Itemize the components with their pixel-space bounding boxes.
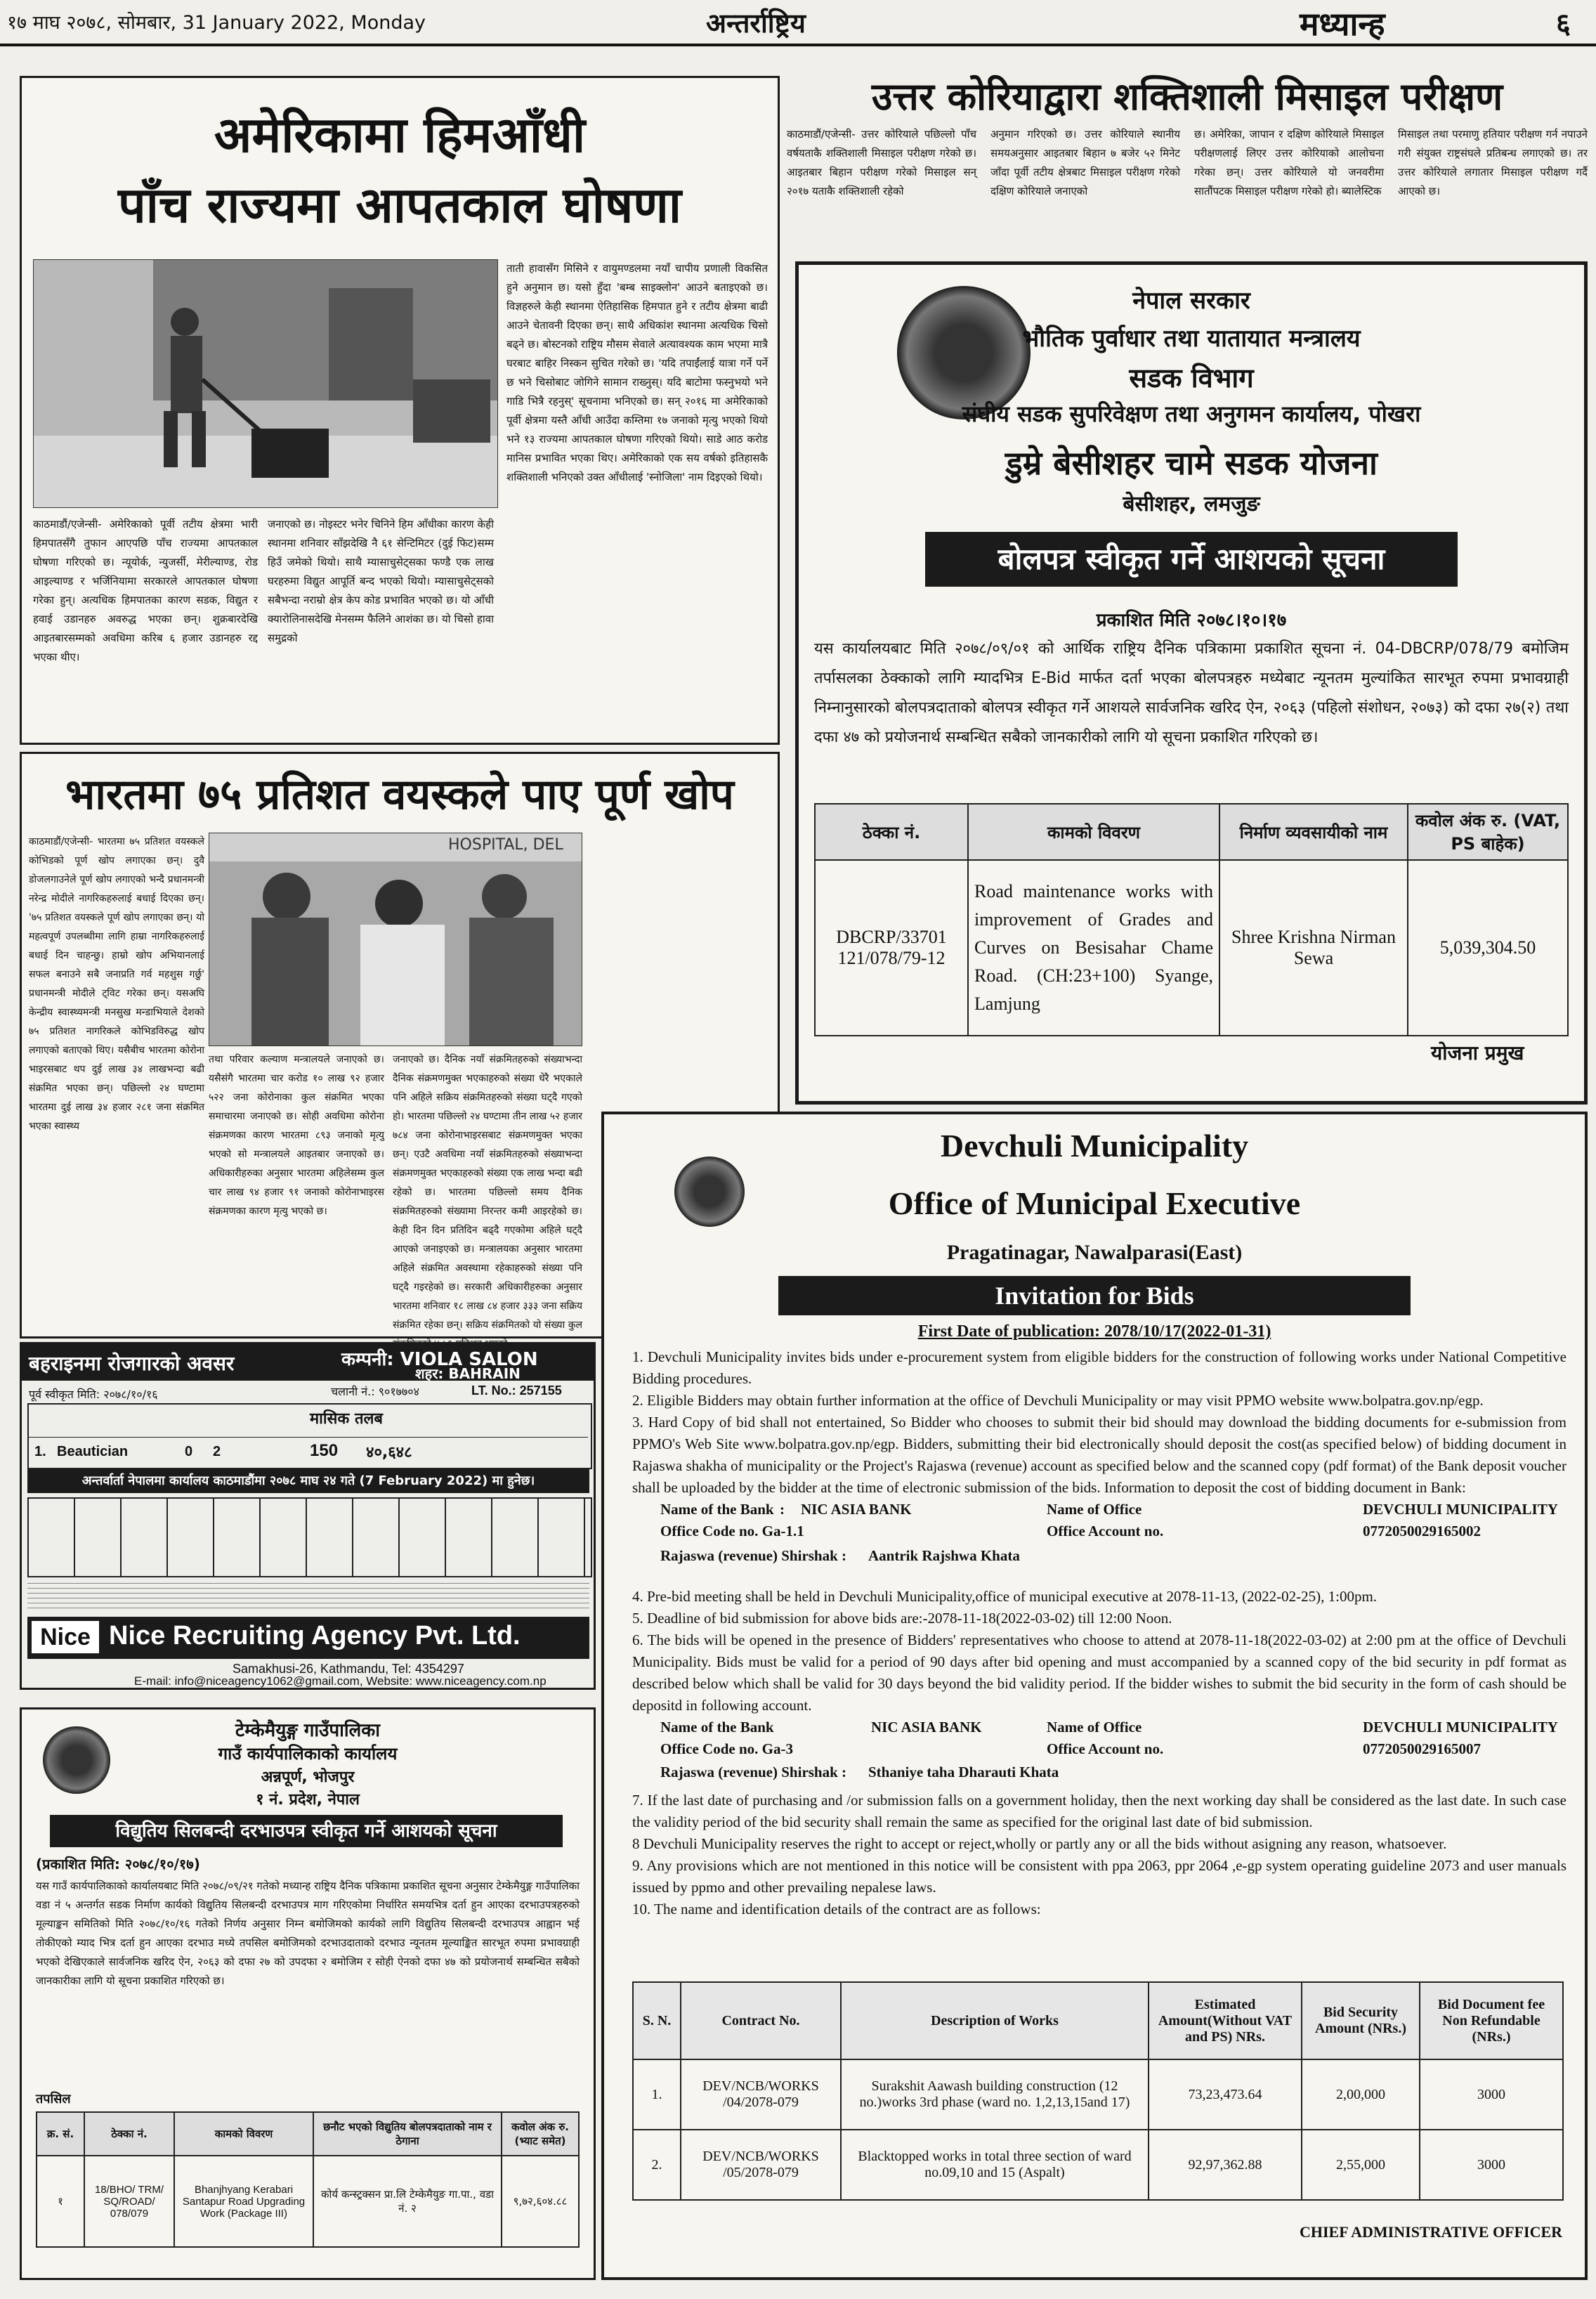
story1-headline-1: अमेरिकामा हिमआँधी [214,106,586,164]
devchuli-first-pub: First Date of publication: 2078/10/17(2022-01-31) [917,1322,1271,1341]
story-north-korea [787,65,1588,247]
tempmaiyum-tapsil: तपसिल [36,2092,71,2106]
bank2-name-label: Name of the Bank [660,1719,774,1735]
td-sn: 2. [633,2130,681,2200]
devchuli-item-1: 1. Devchuli Municipality invites bids under e-procurement system from eligible bidders for the construction of following works under National Competitive Bidding procedures. [632,1348,1566,1387]
hospital-sign-text: HOSPITAL, DEL [448,836,563,854]
snow-blower-photo [33,259,498,508]
bank2-rajaswa: Sthaniye taha Dharauti Khata [868,1764,1059,1780]
th-bidder: छनौट भएको विद्युतिय बोलपत्रदाताको नाम र ठेगाना [313,2112,502,2156]
bank2-account: 0772050029165007 [1363,1740,1481,1757]
agency-name: Nice Recruiting Agency Pvt. Ltd. [109,1621,521,1650]
devchuli-items-block [632,1346,1566,1920]
th-sn: S. N. [633,1982,681,2059]
story3-column-3: छ। अमेरिका, जापान र दक्षिण कोरियाले मिसाइल परीक्षणलाई लिएर उत्तर कोरियाको आलोचना गरेका छन्। उत्तर कोरियाले यो जनवरीमा सातौंपटक मिसाइल परीक्षण गरेको हो। ब्यालेस्टिक [1194,128,1384,197]
td-contract-no: DEV/NCB/WORKS /04/2078-079 [681,2059,841,2130]
story1-column-right: ताती हावासँग मिसिने र वायुमण्डलमा नयाँ चापीय प्रणाली विकसित हुने अनुमान छ। यसो हुँदा 'बम्ब साइक्लोन' आउने बताइएको छ। विज्ञहरुले केही स्थानमा ऐतिहासिक हिमपात हुने र तटीय क्षेत्रमा बाढी आउने चेतावनी दिएका छन्। साथै अधिकांश स्थानमा अत्यधिक चिसो बढ्ने छ। बोस्टनको राष्ट्रिय मौसम सेवाले अत्यावश्यक काम भएमा मात्रै घरबाट बाहिर निस्कन सुचित गरेको छ। 'यदि तपाईंलाई यात्रा गर्ने पर्ने छ भने चिसोबाट जोगिने सामान राख्नुस्। यदि बाटोमा फस्नुभयो भने गाडि भित्रै रहनुस्' सूचनामा भनिएको छ। सन् २०१६ मा अमेरिकाको पूर्वी क्षेत्रमा यस्तै आँधी आउँदा कम्तिमा १७ जनाको मृत्यु भएको थियो भने १३ राज्यमा आपतकाल घोषणा गरिएको थियो। साडे आठ करोड मानिस प्रभावित भएका थिए। अमेरिकाको एक सय वर्षको इतिहासकै शक्तिशाली भनिएको उक्त आँधीलाई 'स्नोजिला' नाम दिइएको थियो। [506,262,768,483]
td-doc-fee: 3000 [1420,2130,1563,2200]
masthead-logo: मध्यान्ह [1300,5,1385,43]
header-date: १७ माघ २०७८, सोमबार, 31 January 2022, Monday [7,12,426,34]
tempmaiyum-body: यस गाउँ कार्यपालिकाको कार्यालयबाट मिति २०७८/०९/२१ गतेको मध्यान्ह राष्ट्रिय दैनिक पत्रिकामा प्रकाशित सूचना अनुसार टेम्केमैयुङ्ग गाउँपालिका वडा नं ५ अन्तर्गत सडक निर्माण कार्यको विद्युतिय सिलबन्दी दरभाउपत्र माग गरिएकोमा निर्धारित समयभित्र दर्ता हुन आएका दरभाउपत्रहरुको मूल्याङ्कन समितिको मिति २०७८/१०/१६ गतेको निर्णय अनुसार निम्न बमोजिमको कार्यको लागि विद्युतिय सिलबन्दी दरभाउपत्र आह्वान भई तोकीएको म्याद भित्र दर्ता हुन आएका दरभाउ मध्ये तपसिल बमोजिमको दरभाउदाताको दरभाउ न्यूनतम मूल्याङ्कित सारभूत रुपमा प्रभावग्राही भएको देखिएकाले सार्वजनिक खरिद ऐन, २०६३ को दफा २७ को उपदफा २ बमोजिम र सोही ऐनको दफा ४७ को प्रयोजनार्थ सम्बन्धित सबैको जानकारीका लागि यो सूचना प्रकाशित गरिएको छ। [36,1880,580,1987]
bank1-office-name: DEVCHULI MUNICIPALITY [1363,1501,1558,1518]
td-estimate: 73,23,473.64 [1149,2059,1302,2130]
bank1-name-label: Name of the Bank [660,1501,774,1518]
recruit-approval: पूर्व स्वीकृत मिति: २०७८/१०/१६ [29,1388,158,1401]
th-doc-fee: Bid Document fee Non Refundable (NRs.) [1420,1982,1563,2059]
th-description: कामको विवरण [968,804,1219,860]
story1-headline-2: पाँच राज्यमा आपतकाल घोषणा [117,176,682,234]
story3-headline: उत्तर कोरियाद्वारा शक्तिशाली मिसाइल परीक्षण [871,74,1503,119]
road-notice [795,261,1588,1105]
devchuli-item-2: 2. Eligible Bidders may obtain further information at the office of Devchuli Municipality or may visit PPMO website www.bolpatra.gov.np/egp. [632,1392,1484,1409]
recruit-row-no: 1. [34,1444,46,1459]
tempmaiyum-banner-text: विद्युतिय सिलबन्दी दरभाउपत्र स्वीकृत गर्ने आशयको सूचना [115,1821,497,1842]
devchuli-banner-text: Invitation for Bids [995,1282,1194,1310]
bank1-office-code: Office Code no. Ga-1.1 [660,1523,804,1539]
recruit-male-count: 0 [185,1444,193,1459]
td-sn: 1. [633,2059,681,2130]
story3-column-4: मिसाइल तथा परमाणु हतियार परीक्षण गर्न नपाउने गरी संयुक्त राष्ट्रसंघले प्रतिबन्ध लगाएको छ। तर उत्तर कोरियाले लगातार मिसाइल परीक्षण गर्दै आएको छ। [1398,128,1588,197]
td-bid-amount: 5,039,304.50 [1408,860,1568,1036]
story2-column-left: काठमाडौं/एजेन्सी- भारतमा ७५ प्रतिशत वयस्कले कोभिडको पूर्ण खोप लगाएका छन्। दुवै डोजलगाउनेले पूर्ण खोप लगाएको भन्दै प्रधानमन्त्री नरेन्द्र मोदीले नागरिकहरुलाई बधाई दिएका छन्। '७५ प्रतिशत वयस्कले पूर्ण खोप लगाएका छन्। यो महत्वपूर्ण उपलब्धीमा लागि हाम्रा नागरिकहरुलाई बधाई दिन चाहन्छु। हाम्रो खोप अभियानलाई सफल बनाउने सबै जनाप्रति गर्व महशुस गर्छु' प्रधानमन्त्री मोदीले ट्विट गरेका छन्। यसअघि केन्द्रीय स्वास्थ्यमन्त्री मनसुख मन्डाभियाले देशको ७५ प्रतिशत नागरिकले कोभिडविरुद्ध खोप लगाएको बताएको थिए। यसैबीच भारतमा कोरोना भाइरसबाट थप दुई लाख ३४ लाखभन्दा बढी संक्रमित भएका छन्। पछिल्लो २४ घण्टामा भारतमा दुई लाख ३४ हजार २८१ जना संक्रमित भएका स्वास्थ्य [29,836,204,1132]
bank1-account-label: Office Account no. [1047,1523,1164,1539]
recruit-female-count: 2 [213,1444,221,1459]
story3-column-2: अनुमान गरिएको छ। उत्तर कोरियाले स्थानीय समयअनुसार आइतबार बिहान ७ बजेर ५२ मिनेट जाँदा पूर्वी तटीय क्षेत्रबाट मिसाइल परीक्षण गरेको दक्षिण कोरियाले जनाएको [990,128,1180,197]
td-security: 2,55,000 [1302,2130,1420,2200]
devchuli-contract-table [632,1981,1564,2201]
devchuli-item-9: 9. Any provisions which are not mentioned in this notice will be consistent with ppa 2063, ppr 2064 ,e-gp system operating guideline 2073 and user manuals issued by ppmo and other prevailing nepalese laws. [632,1857,1566,1896]
recruit-fine-print [27,1579,589,1613]
td-estimate: 92,97,362.88 [1149,2130,1302,2200]
bank1-account: 0772050029165002 [1363,1523,1481,1539]
recruit-grid-line [29,1437,588,1438]
devchuli-banner [778,1276,1411,1315]
td-contractor: Shree Krishna Nirman Sewa [1219,860,1408,1036]
road-line6: बेसीशहर, लमजुङ [1123,492,1260,516]
tempmaiyum-table [36,2111,580,2248]
road-pub-date: प्रकाशित मिति २०७८।१०।१७ [1096,610,1287,631]
devchuli-item-8: 8 Devchuli Municipality reserves the right to accept or reject,wholly or partly any or all the bids without asigning any reason, whatsoever. [632,1835,1447,1852]
devchuli-item-10: 10. The name and identification details of the contract are as follows: [632,1901,1041,1917]
th-security: Bid Security Amount (NRs.) [1302,1982,1420,2059]
td-description: Surakshit Aawash building construction (12 no.)works 3rd phase (ward no. 1,2,13,15and 17) [841,2059,1149,2130]
td-amount: ९,७२,६०४.८८ [502,2156,579,2247]
recruit-title: बहराइनमा रोजगारको अवसर [29,1352,235,1375]
recruit-interview: अन्तर्वार्ता नेपालमा कार्यालय काठमाडौंमा २०७८ माघ २४ गते (7 February 2022) मा हुनेछ। [81,1473,535,1488]
agency-address: Samakhusi-26, Kathmandu, Tel: 4354297 [233,1662,464,1676]
bank2-account-label: Office Account no. [1047,1740,1164,1757]
recruit-job-grid [27,1403,592,1469]
th-contractor: निर्माण व्यवसायीको नाम [1219,804,1408,860]
recruit-salary-bd: 150 [310,1441,339,1460]
th-work: कामको विवरण [174,2112,313,2156]
story1-column-left: काठमाडौं/एजेन्सी- अमेरिकाको पूर्वी तटीय क्षेत्रमा भारी हिमपातसँगै तुफान आएपछि पाँच राज्यमा आपतकाल घोषणा गरिएको छ। न्यूयोर्क, न्युजर्सी, मेरील्याण्ड, रोड आइल्याण्ड र भर्जिनियामा सरकारले आपतकाल घोषणा गरेका हुन्। अत्यधिक हिमपातका कारण सडक, विद्युत र हवाई उडानहरु अवरुद्ध भएका छन्। शुक्रबारदेखि आइतबारसम्मको अवधिमा करिब ६ हजार उडानहरु रद्द भएका थीए। [33,518,258,663]
tempmaiyum-banner [50,1815,563,1847]
bank2-name: NIC ASIA BANK [871,1719,982,1735]
tempmaiyum-line2: गाउँ कार्यपालिकाको कार्यालय [218,1744,398,1764]
th-description: Description of Works [841,1982,1149,2059]
agency-contact: E-mail: info@niceagency1062@gmail.com, Website: www.niceagency.com.np [134,1674,547,1688]
recruit-salary-label: मासिक तलब [310,1410,383,1428]
devchuli-title: Devchuli Municipality [940,1128,1249,1164]
devchuli-item-3: 3. Hard Copy of bid shall not entertained, So Bidder who chooses to submit their bid should may download the bidding documents for e-submission from PPMO's Web Site www.bolpatra.gov.np/egp. Bidders, submitting their bid electronically should deposit the cost(as specified below) of bidding document in Rajaswa shakha of municipality or the Project's Rajaswa (revenue) account as specified below and the scanned copy (pdf format) of the Bank deposit voucher shall be uploaded by the bidder at the time of electronic submission of the bids. Information to deposit the cost of bidding document in Bank: [632,1414,1566,1496]
bank2-office-name: DEVCHULI MUNICIPALITY [1363,1719,1558,1735]
bank-info-1 [660,1499,1566,1586]
th-contract-no: ठेक्का नं. [815,804,968,860]
td-contract-no: DBCRP/33701 121/078/79-12 [815,860,968,1036]
bank1-office-label: Name of Office [1047,1501,1142,1518]
bank2-office-label: Name of Office [1047,1719,1142,1735]
td-contract-no: DEV/NCB/WORKS /05/2078-079 [681,2130,841,2200]
th-contract-no: Contract No. [681,1982,841,2059]
agency-logo: Nice [32,1621,99,1653]
td-security: 2,00,000 [1302,2059,1420,2130]
devchuli-bid-notice [601,1112,1588,2280]
story3-column-1: काठमाडौं/एजेन्सी- उत्तर कोरियाले पछिल्लो पाँच वर्षयताकै शक्तिशाली मिसाइल परीक्षण गरेको छ। आइतबार बिहान परीक्षण गरेको मिसाइल सन् २०१७ यताकै शक्तिशाली रहेको [787,128,976,197]
section-title: अन्तर्राष्ट्रिय [706,8,806,39]
road-line2: भौतिक पुर्वाधार तथा यातायात मन्त्रालय [1022,325,1361,353]
road-award-table [814,803,1569,1036]
table-row [37,2156,579,2247]
th-bid-amount: कवोल अंक रु. (VAT, PS बाहेक) [1408,804,1568,860]
page-header [0,0,1596,44]
devchuli-office: Office of Municipal Executive [888,1185,1301,1221]
bank2-rajaswa-label: Rajaswa (revenue) Shirshak : [660,1764,847,1780]
devchuli-item-4: 4. Pre-bid meeting shall be held in Devchuli Municipality,office of municipal executive at 2078-11-13, (2022-02-25), 1:00pm. [632,1588,1378,1605]
td-description: Blacktopped works in total three section of ward no.09,10 and 15 (Aspalt) [841,2130,1149,2200]
td-work: Bhanjhyang Kerabari Santapur Road Upgrading Work (Package III) [174,2156,313,2247]
recruit-requirements-grid [27,1497,592,1577]
road-table-header [815,804,1568,860]
recruit-position: Beautician [57,1444,129,1459]
tempmaiyum-pub-date: (प्रकाशित मिति: २०७८/१०/१७) [36,1856,200,1873]
road-line3: सडक विभाग [1129,363,1254,393]
tempmaiyum-notice [20,1707,596,2280]
devchuli-address: Pragatinagar, Nawalparasi(East) [946,1241,1243,1264]
devchuli-item-5: 5. Deadline of bid submission for above bids are:-2078-11-18(2022-03-02) till 12:00 Noon. [632,1610,1172,1627]
bank2-office-code: Office Code no. Ga-3 [660,1740,793,1757]
td-sn: १ [37,2156,84,2247]
vaccination-photo [209,833,582,1046]
story2-column-right: जनाएको छ। दैनिक नयाँ संक्रमितहरुको संख्याभन्दा दैनिक संक्रमणमुक्त भएकाहरुको संख्या धेरै भएकाले पनि अहिले सक्रिय संक्रमितहरुको संख्या घट्दै गएको हो। भारतमा पछिल्लो २४ घण्टामा तीन लाख ५२ हजार ७८४ जना कोरोनाभाइरसबाट संक्रमणमुक्त भएका छन्। एउटै अवधिमा नयाँ संक्रमितहरुको संख्याभन्दा संक्रमणमुक्त भएकाहरुको संख्या एक लाख भन्दा बढी रहेको छ। भारतमा पछिल्लो समय दैनिक संक्रमितहरुको संख्यामा निरन्तर कमी आइरहेको छ। केही दिन दिन प्रतिदिन बढ्दै गएकोमा अहिले घट्दै आएको जनाइएको छ। मन्त्रालयका अनुसार भारतमा अहिले संक्रमित अवस्थामा रहेकाहरुको संख्या पनि घट्दै गइरहेको छ। सरकारी अधिकारीहरुका अनुसार भारतमा शनिवार १८ लाख ८४ हजार ३३३ जना सक्रिय संक्रमित रहेका छन्। सक्रिय संक्रमितको यो संख्या कुल [393,1054,582,1331]
road-body: यस कार्यालयबाट मिति २०७८/०९/०१ को आर्थिक राष्ट्रिय दैनिक पत्रिकामा प्रकाशित सूचना नं. 04-DBCRP/078/79 बमोजिम तर्पासलका ठेक्काको लागि म्यादभित्र E-Bid मार्फत दर्ता भएका बोलपत्रहरु मध्येबाट न्यूनतम मुल्यांकित सारभूत रुपमा प्रभावग्राही निम्नानुसारको बोलपत्रदाताको बोलपत्र स्वीकृत गर्ने आशयले सार्वजनिक खरिद ऐन, २०६३ (पहिलो संशोधन, २०७३) को दफा २७(२) तथा दफा ४७ को प्रयोजनार्थ सम्बन्धित सबैको जानकारीको लागि यो सूचना प्रकाशित गरिएको छ। [814,640,1569,746]
agency-bar [27,1617,589,1659]
road-signature: योजना प्रमुख [1431,1041,1524,1064]
th-contract: ठेक्का नं. [84,2112,174,2156]
road-banner [925,532,1458,587]
road-line4: संघीय सडक सुपरिवेक्षण तथा अनुगमन कार्यालय, पोखरा [962,400,1421,427]
header-rule [0,44,1596,46]
td-contract: 18/BHO/ TRM/ SQ/ROAD/ 078/079 [84,2156,174,2247]
tempmaiyum-table-header [37,2112,579,2156]
recruit-lot-no: चलानी नं.: ९०१७७०४ [331,1385,419,1398]
road-line1: नेपाल सरकार [1132,287,1250,315]
vaccination-scene-illustration [209,833,582,1046]
recruit-salary-npr: ४०,६४८ [366,1444,412,1461]
snow-scene-illustration [34,260,497,507]
devchuli-table-header [633,1982,1563,2059]
devchuli-item-7: 7. If the last date of purchasing and /or submission falls on a government holiday, then the next working day shall be considered as the last date. In such case the validity period of the bid security shall remain the same as specified for the original last date of bid submission. [632,1792,1566,1830]
story2-column-mid: तथा परिवार कल्याण मन्त्रालयले जनाएको छ। यसैसंगै भारतमा चार करोड १० लाख ९२ हजार ५२२ जना कोरोनाका कुल संक्रमित भएका समाचारमा जनाएको छ। सोही अवधिमा कोरोना संक्रमणका कारण भारतमा ८९३ जनाको मृत्यु भएको सो मन्त्रालयले आइतबार जनाएको छ। अधिकारीहरुका अनुसार भारतमा अहिलेसम्म कुल चार लाख ९४ हजार ९१ जनाको कोरोनाभाइरस संक्रमणका कारण मृत्यु भएको छ। [209,1054,384,1217]
story1-column-mid: जनाएको छ। नोइस्टर भनेर चिनिने हिम आँधीका कारण केही स्थानमा शनिवार साँझदेखि नै ६१ सेन्टिमिटर (दुई फिट)सम्म हिउँ जमेको थियो। साथै म्यासाचुसेट्सका फण्डै एक लाख घरहरुमा विद्युत आपूर्ति बन्द भएको थियो। म्यासाचुसेट्सको सबैभन्दा नराम्रो क्षेत्र केप कोड प्रभावित भएको छ। यो आँधी क्यारोलिनासदेखि मेनसम्म फैलिने आशंका छ। यो चिसो हावा समुद्रको [268,518,494,644]
th-amount: कवोल अंक रु. (भ्याट समेत) [502,2112,579,2156]
story2-headline: भारतमा ७५ प्रतिशत वयस्कले पाए पूर्ण खोप [65,770,734,819]
recruit-city: शहर: BAHRAIN [415,1365,521,1382]
devchuli-signature: CHIEF ADMINISTRATIVE OFFICER [1300,2223,1563,2241]
page-number: ६ [1556,8,1571,40]
td-doc-fee: 3000 [1420,2059,1563,2130]
recruit-company: कम्पनी: VIOLA SALON [341,1349,538,1370]
td-bidder: कोर्य कन्स्ट्रक्सन प्रा.लि टेम्केमैयुङ गा.पा., वडा नं. २ [313,2156,502,2247]
story-us-blizzard [20,76,780,745]
table-row [633,2059,1563,2130]
bank1-rajaswa: Aantrik Rajshwa Khata [868,1547,1020,1564]
bank-info-2 [660,1717,1566,1790]
recruit-lt-no: LT. No.: 257155 [471,1383,562,1398]
recruitment-ad [20,1342,596,1690]
bank1-rajaswa-label: Rajaswa (revenue) Shirshak : [660,1547,847,1564]
th-estimate: Estimated Amount(Without VAT and PS) NRs. [1149,1982,1302,2059]
road-line5: डुम्रे बेसीशहर चामे सडक योजना [1005,444,1378,482]
devchuli-item-6: 6. The bids will be opened in the presence of Bidders' representatives who choose to attend at 2078-11-18(2022-03-02) at 2:00 pm at the office of Devchuli Municipality. Bids must be valid for a period of 90 days after bid opening and must accompanied by a scanned copy of the bid security in pdf format as described below which shall be valid for 30 days beyond the bid validity period. If the bidder wishes to submit the bid security in the form of cash should be depositd in following account. [632,1632,1566,1714]
table-row [633,2130,1563,2200]
td-description: Road maintenance works with improvement of Grades and Curves on Besisahar Chame Road. (CH:23+100) Syange, Lamjung [968,860,1219,1036]
th-sn: क्र. सं. [37,2112,84,2156]
recruit-interview-bar [27,1469,589,1493]
tempmaiyum-line1: टेम्केमैयुङ्ग गाउँपालिका [235,1720,380,1741]
bank1-colon: : [780,1501,785,1518]
tempmaiyum-line4: १ नं. प्रदेश, नेपाल [256,1791,360,1809]
road-banner-text: बोलपत्र स्वीकृत गर्ने आशयको सूचना [998,542,1385,576]
recruit-title-bar [22,1344,594,1381]
bank1-name: NIC ASIA BANK [801,1501,912,1518]
tempmaiyum-line3: अन्नपूर्ण, भोजपुर [261,1769,355,1786]
table-row [815,860,1568,1036]
